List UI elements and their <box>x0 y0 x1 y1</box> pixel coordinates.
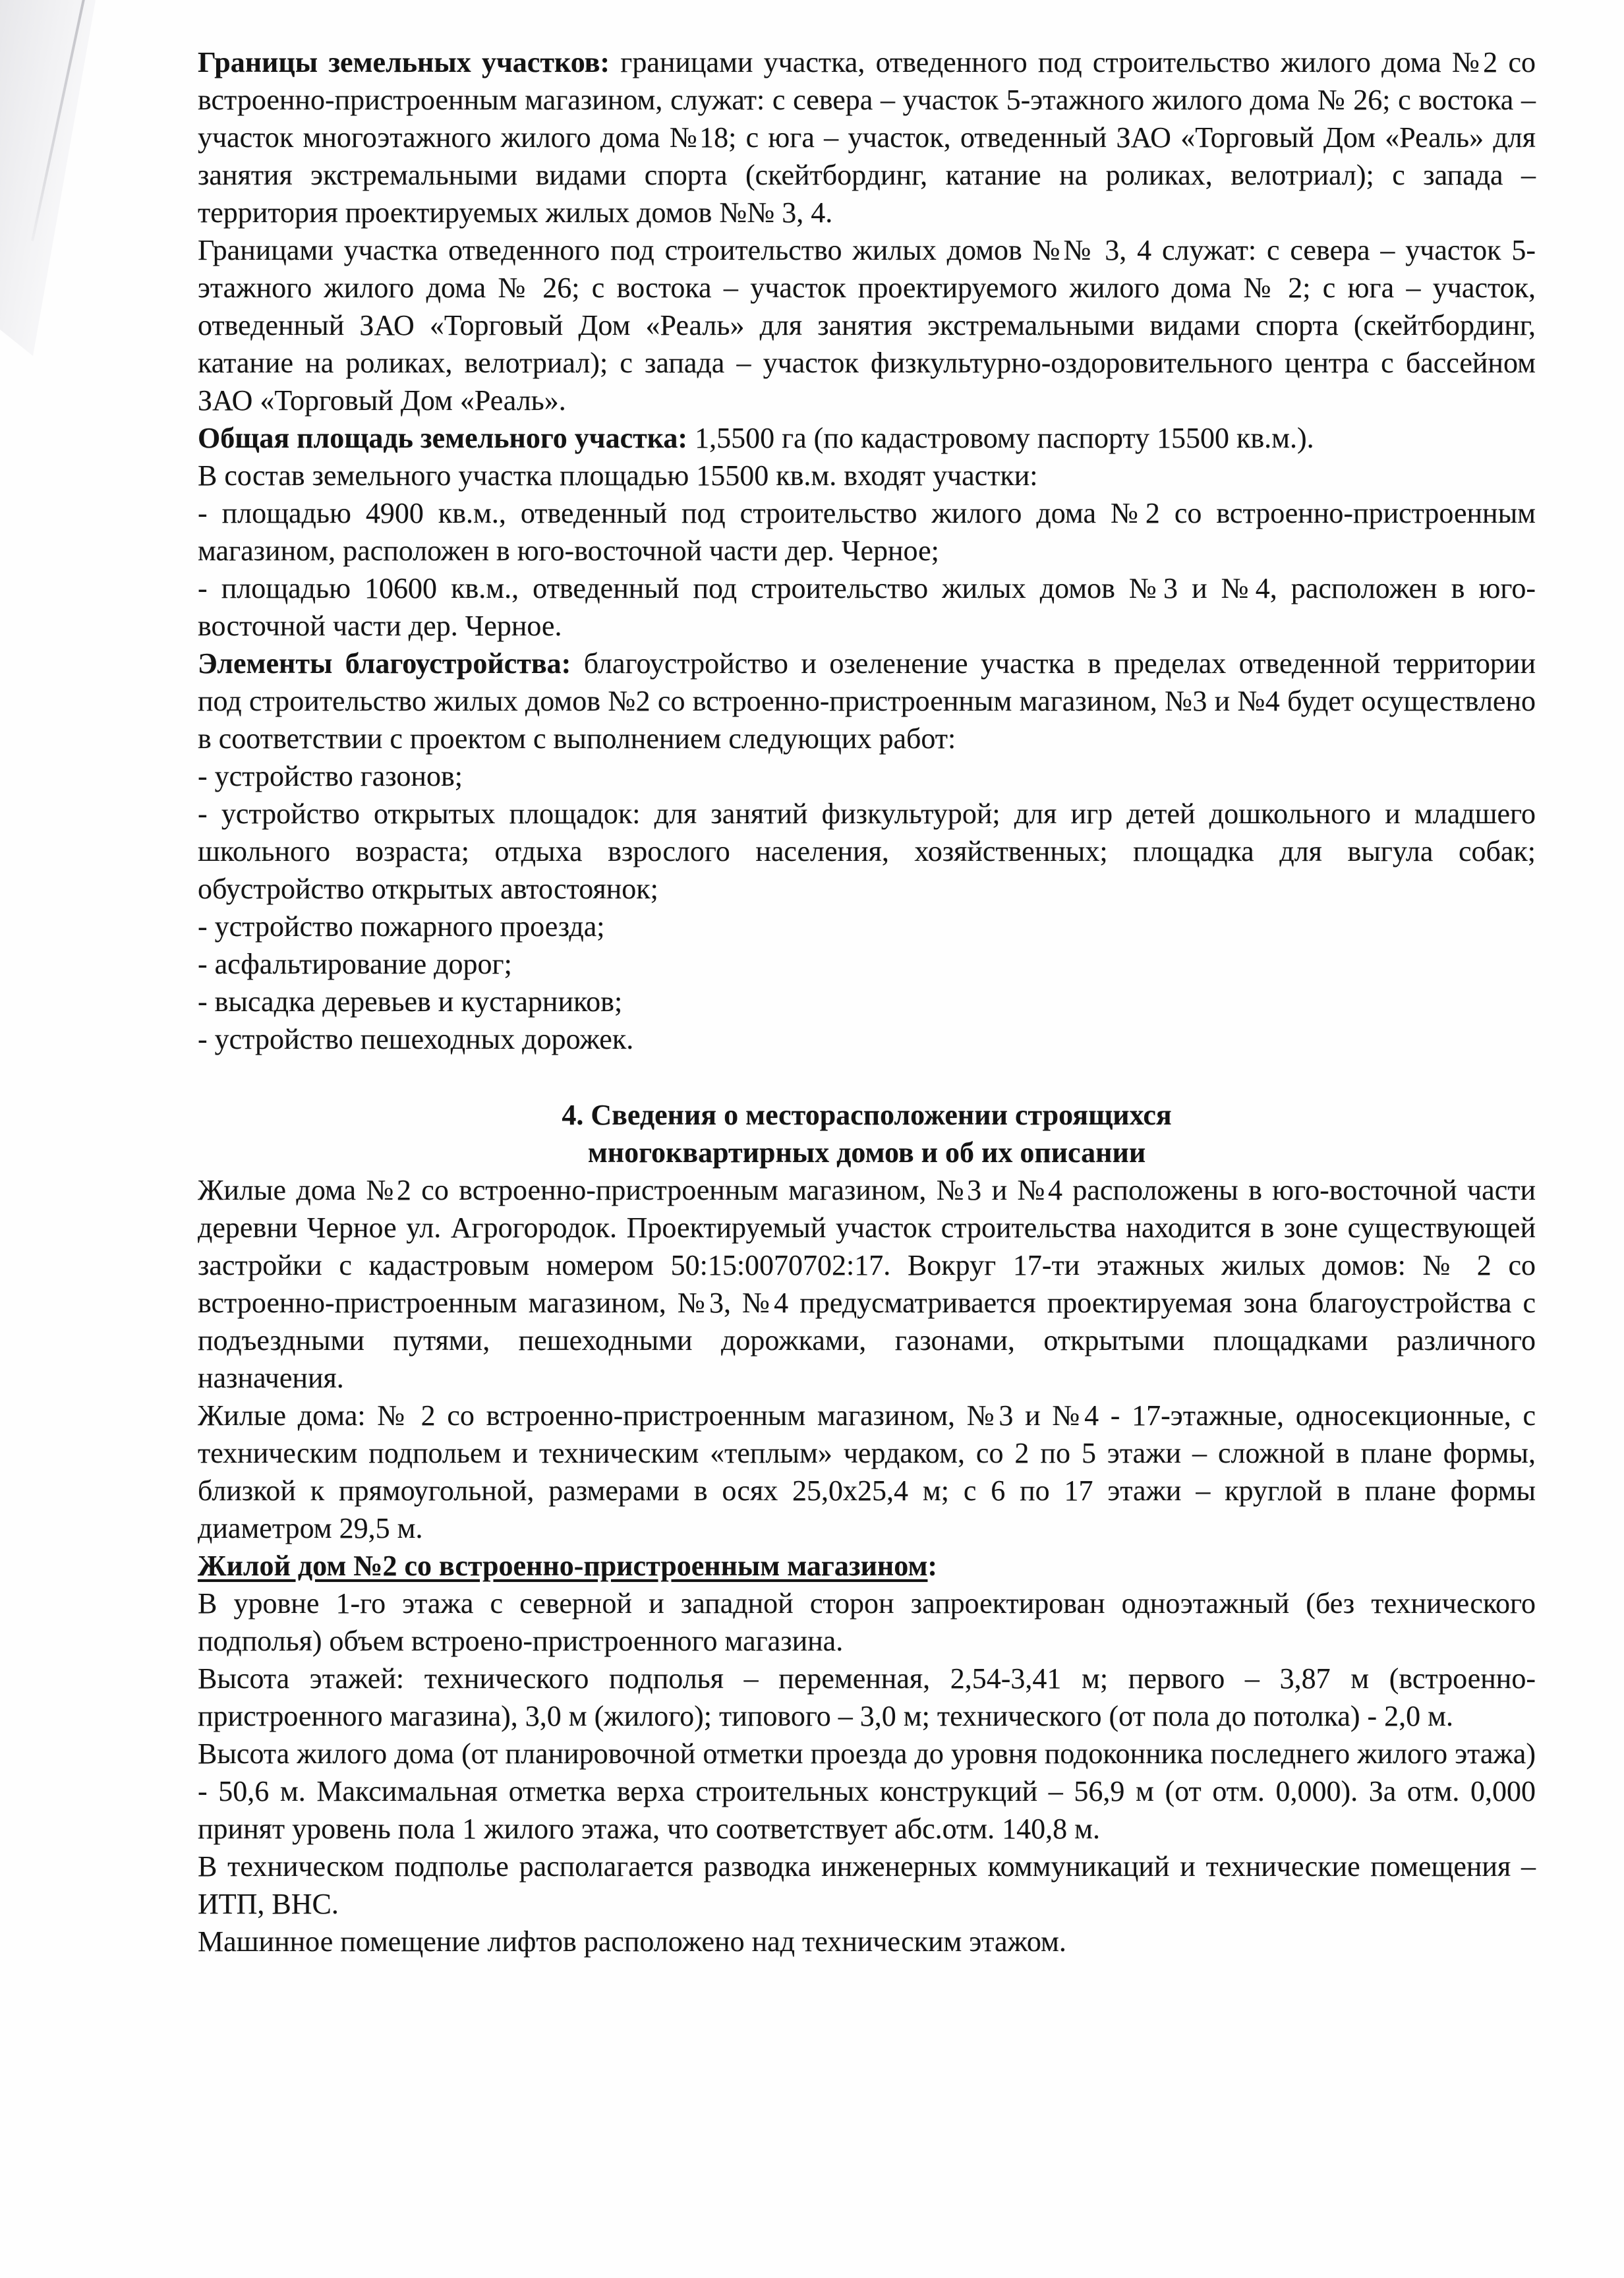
section-heading-line1: 4. Сведения о месторасположении строящихся <box>562 1099 1172 1131</box>
list-item-lawns <box>198 757 1536 795</box>
paragraph-text: - устройство пешеходных дорожек. <box>198 1023 634 1055</box>
paragraph-borders-houses-3-4 <box>198 231 1536 419</box>
paragraph-text: Высота жилого дома (от планировочной отметки проезда до уровня подоконника последнего жилого этажа) - 50,6 м. Максимальная отметка верха строительных конструкций – 56,9 м (от отм. 0,000). За отм. 0,000 принят уровень пола 1 жилого этажа, что соответствует абс.отм. 140,8 м. <box>198 1738 1536 1845</box>
paragraph-technical-basement <box>198 1848 1536 1923</box>
paragraph-text: границами участка, отведенного под строительство жилого дома №2 со встроенно-пристроенным магазином, служат: с севера – участок 5-этажного жилого дома № 26; с востока – участок многоэтажного жилого дома №18; с юга – участок, отведенный ЗАО «Торговый Дом «Реаль» для занятия экстремальными видами спорта (скейтбординг, катание на роликах, велотриал); с запада – территория проектируемых жилых домов №№ 3, 4. <box>198 46 1536 229</box>
list-item-trees <box>198 983 1536 1020</box>
paragraph-land-borders <box>198 44 1536 231</box>
paragraph-text: Жилые дома: № 2 со встроенно-пристроенным магазином, №3 и №4 - 17-этажные, односекционные, с техническим подпольем и техническим «теплым» чердаком, со 2 по 5 этажи – сложной в плане формы, близкой к прямоугольной, размерами в осях 25,0х25,4 м; с 6 по 17 этажи – круглой в плане формы диаметром 29,5 м. <box>198 1399 1536 1544</box>
list-item-footpaths <box>198 1020 1536 1058</box>
paragraph-text: - высадка деревьев и кустарников; <box>198 985 623 1018</box>
section-heading <box>198 1096 1536 1171</box>
paragraph-plot-composition <box>198 457 1536 494</box>
paragraph-text: - устройство пожарного проезда; <box>198 910 605 943</box>
bold-lead-text: Границы земельных участков: <box>198 46 610 78</box>
subheading-colon: : <box>927 1550 938 1582</box>
paragraph-landscaping <box>198 645 1536 757</box>
list-item-area-4900 <box>198 494 1536 570</box>
paragraph-text: В техническом подполье располагается разводка инженерных коммуникаций и технические помещения – ИТП, ВНС. <box>198 1850 1536 1920</box>
paragraph-text: 1,5500 га (по кадастровому паспорту 15500 кв.м.). <box>687 422 1314 454</box>
list-item-open-grounds <box>198 795 1536 908</box>
paragraph-text: - устройство открытых площадок: для занятий физкультурой; для игр детей дошкольного и младшего школьного возраста; отдыха взрослого населения, хозяйственных; площадка для выгула собак; обустройство открытых автостоянок; <box>198 798 1536 905</box>
paragraph-text: Границами участка отведенного под строительство жилых домов №№ 3, 4 служат: с севера – участок 5-этажного жилого дома № 26; с востока – участок проектируемого жилого дома № 2; с юга – участок, отведенный ЗАО «Торговый Дом «Реаль» для занятия экстремальными видами спорта (скейтбординг, катание на роликах, велотриал); с запада – участок физкультурно-оздоровительного центра с бассейном ЗАО «Торговый Дом «Реаль». <box>198 234 1536 417</box>
subheading-house-2 <box>198 1547 1536 1585</box>
paragraph-total-area <box>198 419 1536 457</box>
paragraph-houses-description <box>198 1397 1536 1547</box>
paragraph-text: В состав земельного участка площадью 15500 кв.м. входят участки: <box>198 459 1038 492</box>
paragraph-text: В уровне 1-го этажа с северной и западной сторон запроектирован одноэтажный (без технического подполья) объем встроено-пристроенного магазина. <box>198 1587 1536 1657</box>
list-item-fire-passage <box>198 908 1536 945</box>
paragraph-elevator-room <box>198 1923 1536 1960</box>
paragraph-text: - устройство газонов; <box>198 760 463 792</box>
subheading-text: Жилой дом №2 со встроенно-пристроенным магазином <box>198 1550 928 1582</box>
paragraph-text: Жилые дома №2 со встроенно-пристроенным магазином, №3 и №4 расположены в юго-восточной части деревни Черное ул. Агрогородок. Проектируемый участок строительства находится в зоне существующей застройки с кадастровым номером 50:15:0070702:17. Вокруг 17-ти этажных жилых домов: № 2 со встроенно-пристроенным магазином, №3, №4 предусматривается проектируемая зона благоустройства с подъездными путями, пешеходными дорожками, газонами, открытыми площадками различного назначения. <box>198 1174 1536 1394</box>
paragraph-location <box>198 1171 1536 1397</box>
bold-lead-text: Элементы благоустройства: <box>198 647 571 680</box>
paragraph-first-floor <box>198 1585 1536 1660</box>
paragraph-text: - площадью 4900 кв.м., отведенный под строительство жилого дома №2 со встроенно-пристроенным магазином, расположен в юго-восточной части дер. Черное; <box>198 497 1536 567</box>
list-item-area-10600 <box>198 570 1536 645</box>
list-item-asphalt <box>198 945 1536 983</box>
paragraph-text: Машинное помещение лифтов расположено над техническим этажом. <box>198 1925 1066 1958</box>
section-heading-line2: многоквартирных домов и об их описании <box>587 1136 1146 1169</box>
bold-lead-text: Общая площадь земельного участка: <box>198 422 688 454</box>
paragraph-text: - площадью 10600 кв.м., отведенный под строительство жилых домов №3 и №4, расположен в юго-восточной части дер. Черное. <box>198 572 1536 642</box>
paragraph-text: - асфальтирование дорог; <box>198 948 512 980</box>
paragraph-text: Высота этажей: технического подполья – переменная, 2,54-3,41 м; первого – 3,87 м (встроенно-пристроенного магазина), 3,0 м (жилого); типового – 3,0 м; технического (от пола до потолка) - 2,0 м. <box>198 1662 1536 1732</box>
paragraph-building-height <box>198 1735 1536 1848</box>
bold-underlined-heading <box>198 1550 937 1582</box>
paragraph-text: благоустройство и озеленение участка в пределах отведенной территории под строительство жилых домов №2 со встроенно-пристроенным магазином, №3 и №4 будет осуществлено в соответствии с проектом с выполнением следующих работ: <box>198 647 1536 755</box>
paragraph-floor-heights <box>198 1660 1536 1735</box>
